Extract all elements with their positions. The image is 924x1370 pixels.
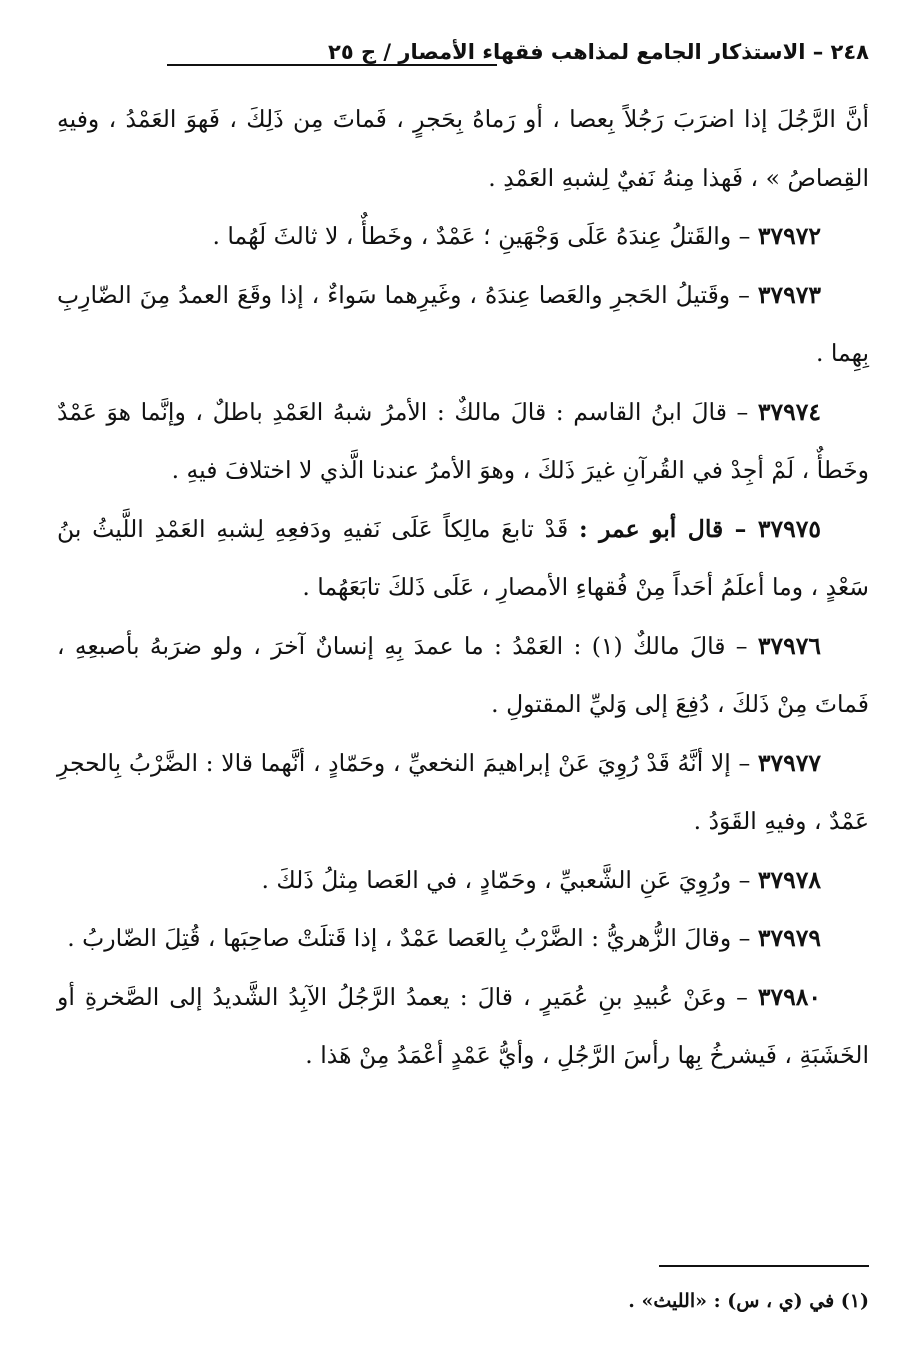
paragraph-number: ٣٧٩٧٦ (757, 631, 821, 660)
numbered-paragraph (57, 383, 869, 500)
body-text (57, 90, 869, 1250)
numbered-paragraph (57, 909, 869, 968)
header-rule (167, 64, 497, 66)
paragraph-text: – ورُوِيَ عَنِ الشَّعبيِّ ، وحَمّادٍ ، في العَصا مِثلُ ذَلكَ . (261, 865, 758, 894)
numbered-paragraph (57, 617, 869, 734)
numbered-paragraph (57, 968, 869, 1085)
paragraph-number: ٣٧٩٧٢ (757, 222, 821, 250)
numbered-paragraph (57, 500, 869, 617)
paragraph-number: ٣٧٩٧٩ (757, 924, 821, 952)
footnote: (١) في (ي ، س) : «الليث» . (628, 1290, 869, 1312)
numbered-paragraph (57, 851, 869, 910)
paragraph-number: ٣٧٩٧٨ (757, 865, 821, 894)
paragraph (57, 90, 869, 207)
section-bullet: – (723, 514, 758, 543)
paragraph-text: – وقَتيلُ الحَجرِ والعَصا عِندَهُ ، وغَيرِهما سَواءٌ ، إذا وقَعَ العمدُ مِنَ الضّارِبِ بِهِما . (57, 280, 869, 367)
paragraph-text: – إلا أنَّهُ قَدْ رُوِيَ عَنْ إبراهيمَ النخعيِّ ، وحَمّادٍ ، أنَّهما قالا : الضَّرْبُ بِالحجرِ عَمْدٌ ، وفيهِ القَوَدُ . (57, 748, 869, 835)
numbered-paragraph (57, 266, 869, 383)
numbered-paragraph (57, 207, 869, 266)
paragraph-text: قَدْ تابعَ مالِكاً عَلَى نَفيهِ ودَفعِهِ لِشبهِ العَمْدِ اللَّيثُ بنُ سَعْدٍ ، وما أعلَمُ أحَداً مِنْ فُقهاءِ الأمصارِ ، عَلَى ذَلكَ تابَعَهُما . (57, 514, 869, 601)
paragraph-text: – قالَ مالكٌ (١) : العَمْدُ : ما عمدَ بِهِ إنسانٌ آخرَ ، ولو ضرَبهُ بأصبعِهِ ، فَماتَ مِنْ ذَلكَ ، دُفِعَ إلى وَليِّ المقتولِ . (57, 631, 869, 718)
paragraph-text: – والقَتلُ عِندَهُ عَلَى وَجْهَينِ ؛ عَمْدٌ ، وخَطأٌ ، لا ثالثَ لَهُما . (212, 222, 758, 250)
paragraph-number: ٣٧٩٧٣ (757, 280, 821, 309)
paragraph-number: ٣٧٩٧٤ (757, 397, 821, 426)
paragraph-number: ٣٧٩٧٥ (757, 514, 821, 543)
paragraph-text: – وقالَ الزُّهريُّ : الضَّرْبُ بِالعَصا عَمْدٌ ، إذا قَتلَتْ صاحِبَها ، قُتِلَ الضّاربُ . (67, 924, 758, 952)
running-header (55, 38, 869, 78)
paragraph-number: ٣٧٩٨٠ (757, 982, 821, 1011)
paragraph-text: – قالَ ابنُ القاسم : قالَ مالكٌ : الأمرُ شبهُ العَمْدِ باطلٌ ، وإنَّما هوَ عَمْدٌ وخَطأٌ ، لَمْ أجِدْ في القُرآنِ غيرَ ذَلكَ ، وهوَ الأمرُ عندنا الَّذي لا اختلافَ فيهِ . (57, 397, 869, 484)
footnote-rule (659, 1265, 869, 1267)
running-title: ٢٤٨ – الاستذكار الجامع لمذاهب فقهاء الأمصار / ج ٢٥ (328, 40, 869, 64)
paragraph-number: ٣٧٩٧٧ (757, 748, 821, 777)
paragraph-text: – وعَنْ عُبيدِ بنِ عُمَيرٍ ، قالَ : يعمدُ الرَّجُلُ الآبِدُ الشَّديدُ إلى الصَّخرةِ أو الخَشَبَةِ ، فَيشرخُ بِها رأسَ الرَّجُلِ ، وأيُّ عَمْدٍ أعْمَدُ مِنْ هَذا . (57, 982, 869, 1069)
numbered-paragraph (57, 734, 869, 851)
paragraph-speaker: قال أبو عمر : (578, 514, 724, 543)
paragraph-text: أنَّ الرَّجُلَ إذا اضرَبَ رَجُلاً بِعصا ، أو رَماهُ بِحَجرٍ ، فَماتَ مِن ذَلِكَ ، فَهوَ العَمْدُ ، وفيهِ القِصاصُ » ، فَهذا مِنهُ نَفيٌ لِشبهِ العَمْدِ . (57, 105, 869, 192)
